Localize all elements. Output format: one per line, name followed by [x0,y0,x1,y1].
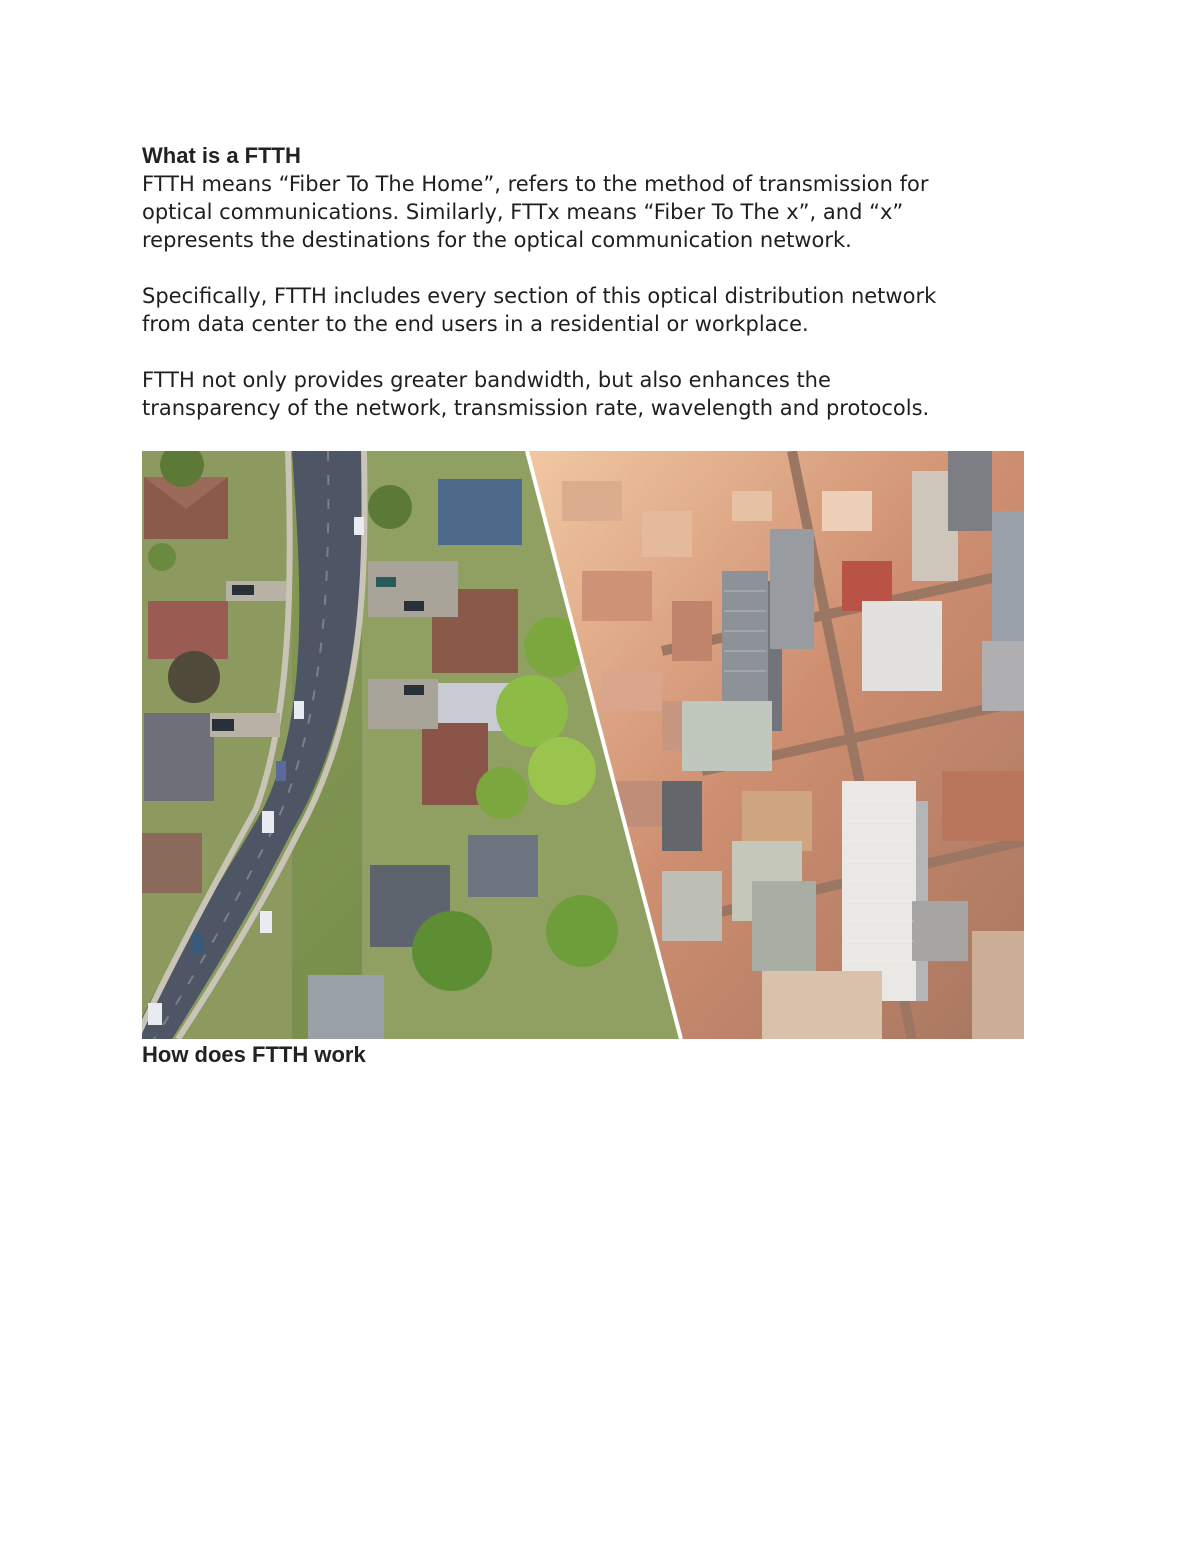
text-block [142,142,1042,422]
paragraph-ftth-scope: Specifically, FTTH includes every section of this optical distribution network from data center to the end users in a residential or workplace. [142,284,937,336]
heading-what-is-ftth: What is a FTTH [142,143,301,168]
heading-how-ftth-works: How does FTTH work [142,1042,366,1067]
paragraph-ftth-definition: FTTH means “Fiber To The Home”, refers to the method of transmission for optical communications. Similarly, FTTx means “Fiber To The x”, and “x” represents the destinations for the optical communication network. [142,172,929,252]
paragraph-ftth-benefits: FTTH not only provides greater bandwidth, but also enhances the transparency of the network, transmission rate, wavelength and protocols. [142,368,930,420]
aerial-suburb-city-image [142,451,1024,1039]
